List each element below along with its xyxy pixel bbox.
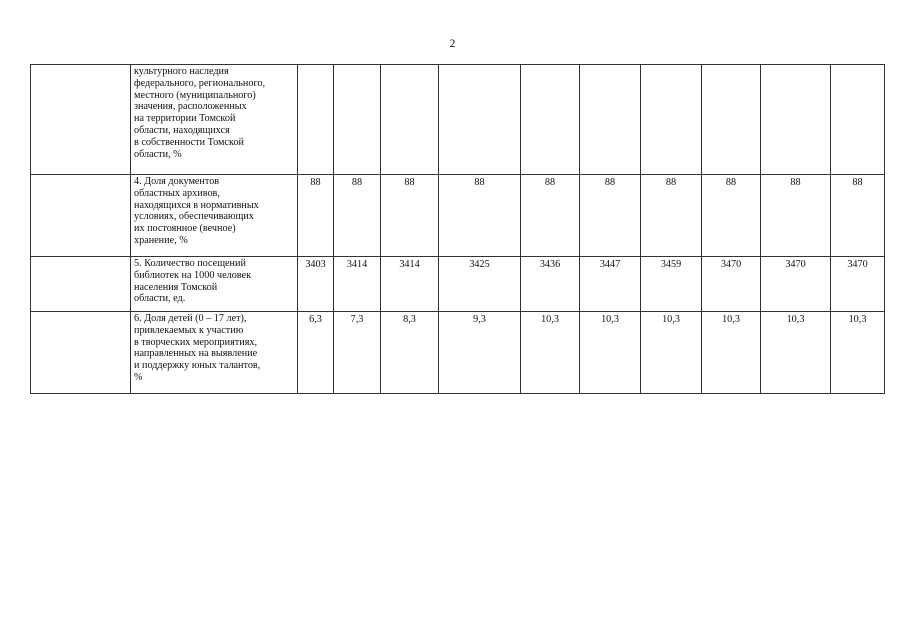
indicator-text: культурного наследия федерального, регионального, местного (муниципального) значения, расположенных на территории Томской области, находящихся в собственности Томской области, % (134, 66, 266, 160)
value-cell: 10,3 (702, 312, 761, 394)
indicator-cell (131, 175, 298, 257)
empty-cell (31, 175, 131, 257)
value-cell: 3470 (702, 257, 761, 312)
value-cell: 88 (702, 175, 761, 257)
table-row (31, 312, 885, 394)
page-number: 2 (449, 38, 456, 50)
value-cell (641, 65, 702, 175)
value-cell: 10,3 (761, 312, 831, 394)
value-cell (381, 65, 439, 175)
indicators-table (30, 64, 885, 394)
empty-cell (31, 312, 131, 394)
value-cell (334, 65, 381, 175)
value-cell: 88 (641, 175, 702, 257)
value-cell: 3470 (761, 257, 831, 312)
indicator-cell (131, 65, 298, 175)
value-cell: 88 (521, 175, 580, 257)
indicator-cell (131, 257, 298, 312)
indicator-cell (131, 312, 298, 394)
value-cell: 3425 (439, 257, 521, 312)
value-cell (580, 65, 641, 175)
value-cell: 3403 (298, 257, 334, 312)
table-row (31, 175, 885, 257)
value-cell (702, 65, 761, 175)
value-cell: 8,3 (381, 312, 439, 394)
indicator-text: 4. Доля документов областных архивов, находящихся в нормативных условиях, обеспечивающих их постоянное (вечное) хранение, % (134, 176, 259, 246)
value-cell: 10,3 (580, 312, 641, 394)
indicator-text: 5. Количество посещений библиотек на 1000 человек населения Томской области, ед. (134, 258, 252, 305)
value-cell: 3470 (831, 257, 885, 312)
value-cell: 3414 (381, 257, 439, 312)
table-row (31, 65, 885, 175)
value-cell (831, 65, 885, 175)
value-cell (761, 65, 831, 175)
value-cell: 10,3 (831, 312, 885, 394)
value-cell: 88 (298, 175, 334, 257)
value-cell: 6,3 (298, 312, 334, 394)
value-cell: 3447 (580, 257, 641, 312)
value-cell: 88 (831, 175, 885, 257)
value-cell: 9,3 (439, 312, 521, 394)
value-cell: 88 (580, 175, 641, 257)
table-row (31, 257, 885, 312)
indicator-text: 6. Доля детей (0 – 17 лет), привлекаемых к участию в творческих мероприятиях, направленных на выявление и поддержку юных талантов, % (134, 313, 261, 383)
value-cell: 88 (381, 175, 439, 257)
value-cell (521, 65, 580, 175)
value-cell (439, 65, 521, 175)
value-cell: 7,3 (334, 312, 381, 394)
value-cell (298, 65, 334, 175)
value-cell: 3459 (641, 257, 702, 312)
empty-cell (31, 65, 131, 175)
value-cell: 10,3 (641, 312, 702, 394)
value-cell: 3436 (521, 257, 580, 312)
empty-cell (31, 257, 131, 312)
value-cell: 88 (761, 175, 831, 257)
value-cell: 10,3 (521, 312, 580, 394)
value-cell: 88 (334, 175, 381, 257)
value-cell: 3414 (334, 257, 381, 312)
value-cell: 88 (439, 175, 521, 257)
